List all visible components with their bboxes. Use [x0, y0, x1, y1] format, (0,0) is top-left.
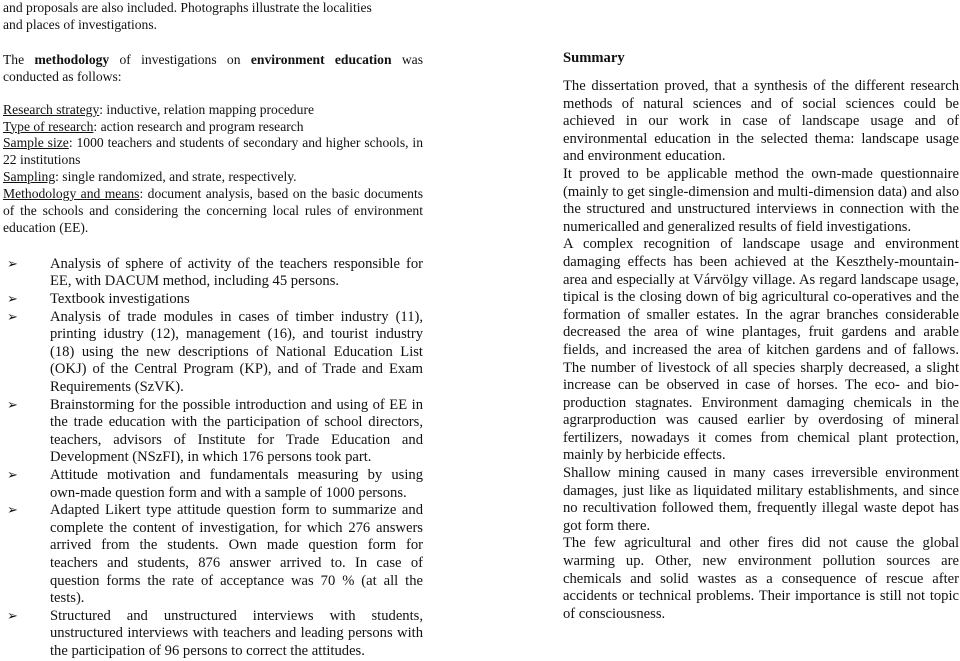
- list-item: [3, 309, 423, 397]
- sampling: [3, 169, 423, 186]
- methodology-pre: The: [3, 51, 35, 67]
- research-strategy: [3, 102, 423, 119]
- summary-paragraph-4: Shallow mining caused in many cases irreversible environment damages, just like as liquidated military establishments, and since no recultivation followed them, frequently illegal waste depot has got form there.: [563, 465, 959, 534]
- summary-paragraph-2: It proved to be applicable method the own-made questionnaire (mainly to get single-dimension and multi-dimension data) and also the structured and unstructured interviews in connection with the numericalled and generalized results of field investigations.: [563, 165, 959, 235]
- list-item-text: Analysis of trade modules in cases of timber industry (11), printing idustry (12), management (16), and tourist industry (18) using the new descriptions of National Education List (OKJ) of the Central Program (KP), and of Trade and Exam Requirements (SzVK).: [50, 308, 423, 396]
- summary-heading: Summary: [563, 50, 625, 66]
- methodology-means-label: Methodology and means: [3, 186, 140, 202]
- research-strategy-label: Research strategy: [3, 101, 100, 117]
- methodology-paragraph: [3, 52, 423, 86]
- research-type-label: Type of research: [3, 118, 94, 134]
- arrow-bullet-icon: ➢: [7, 397, 18, 413]
- sample-size: [3, 135, 423, 169]
- right-column: [563, 0, 959, 623]
- sampling-label: Sampling: [3, 169, 56, 185]
- list-item-text: Structured and unstructured interviews with students, unstructured interviews with teachers and leading persons with the participation of 96 persons to correct the attitudes.: [50, 607, 423, 659]
- summary-paragraph-3: A complex recognition of landscape usage and environment damaging effects has been achieved at the Keszthely-mountain-area and especially at Várvölgy village. As regard landscape usage, tipical is the closing down of big agricultural co-operatives and the formation of smaller estates. In the agrar branches considerable decreased the area of wine plantages, fruit gardens and arable fields, and increased the area of kitchen gardens and of fallows. The number of livestock of all species sharply decreased, a slight increase can be observed in case of horses. The eco- and bio-production stagnates. Environment damaging chemicals in the agrarproduction was caused earlier by overdosing of mineral fertilizers, nowadays it comes from chemical plant protection, mainly by herbicide effects.: [563, 236, 959, 464]
- methodology-post: was conducted as follows:: [3, 51, 423, 84]
- arrow-bullet-icon: ➢: [7, 309, 18, 325]
- list-item-text: Attitude motivation and fundamentals measuring by using own-made question form and with a sample of 1000 persons.: [50, 467, 423, 501]
- intro-line-2: and places of investigations.: [3, 16, 158, 32]
- summary-paragraph-1: The dissertation proved, that a synthesis of the different research methods of natural sciences and of social sciences could be achieved in our work in case of landscape usage and of environmental education in the selected thema: landscape usage and environment education.: [563, 78, 959, 165]
- arrow-bullet-icon: ➢: [7, 503, 18, 519]
- arrow-bullet-icon: ➢: [7, 608, 18, 624]
- arrow-bullet-icon: ➢: [7, 468, 18, 483]
- methodology-means: [3, 186, 423, 237]
- intro-line-1: and proposals are also included. Photographs illustrate the localities: [3, 0, 372, 15]
- sampling-text: : single randomized, and strate, respectively.: [55, 169, 297, 185]
- list-item: [3, 502, 423, 608]
- arrow-bullet-icon: ➢: [7, 292, 18, 308]
- list-item-text: Brainstorming for the possible introduction and using of EE in the trade education with the participation of school directors, teachers, advisors of Institute for Trade Education and Development (NSzFI), in which 176 persons took part.: [50, 396, 423, 466]
- sample-size-label: Sample size: [3, 135, 69, 151]
- list-item-text: Textbook investigations: [50, 291, 190, 308]
- sample-size-text: : 1000 teachers and students of secondary and higher schools, in 22 institutions: [3, 135, 423, 168]
- left-column: [3, 0, 423, 661]
- list-item: [3, 397, 423, 467]
- arrow-bullet-icon: ➢: [7, 256, 18, 272]
- research-type-text: : action research and program research: [93, 118, 304, 134]
- list-item-text: Analysis of sphere of activity of the teachers responsible for EE, with DACUM method, including 45 persons.: [50, 255, 423, 290]
- list-item: [3, 467, 423, 502]
- list-item-text: Adapted Likert type attitude question form to summarize and complete the content of investigation, for which 276 answers arrived from the students. Own made question form for teachers and students, 876 answer arrived to. In case of question forms the rate of acceptance was 70 % (at all the tests).: [50, 502, 423, 607]
- investigation-list: [3, 256, 423, 661]
- research-type: [3, 119, 423, 136]
- list-item: [3, 256, 423, 291]
- environment-education-bold: environment education: [250, 51, 392, 67]
- list-item: [3, 291, 423, 309]
- research-strategy-text: : inductive, relation mapping procedure: [99, 101, 315, 117]
- summary-paragraph-5: The few agricultural and other fires did not cause the global warming up. Other, new environment pollution sources are chemicals and solid wastes as a consequence of rescue after accidents or technical problems. Their importance is still not topic of consciousness.: [563, 535, 959, 622]
- methodology-bold: methodology: [34, 51, 110, 67]
- methodology-means-text: : document analysis, based on the basic documents of the schools and considering the concerning local rules of environment education (EE).: [3, 186, 424, 235]
- list-item: [3, 608, 423, 661]
- methodology-mid: of investigations on: [109, 51, 251, 67]
